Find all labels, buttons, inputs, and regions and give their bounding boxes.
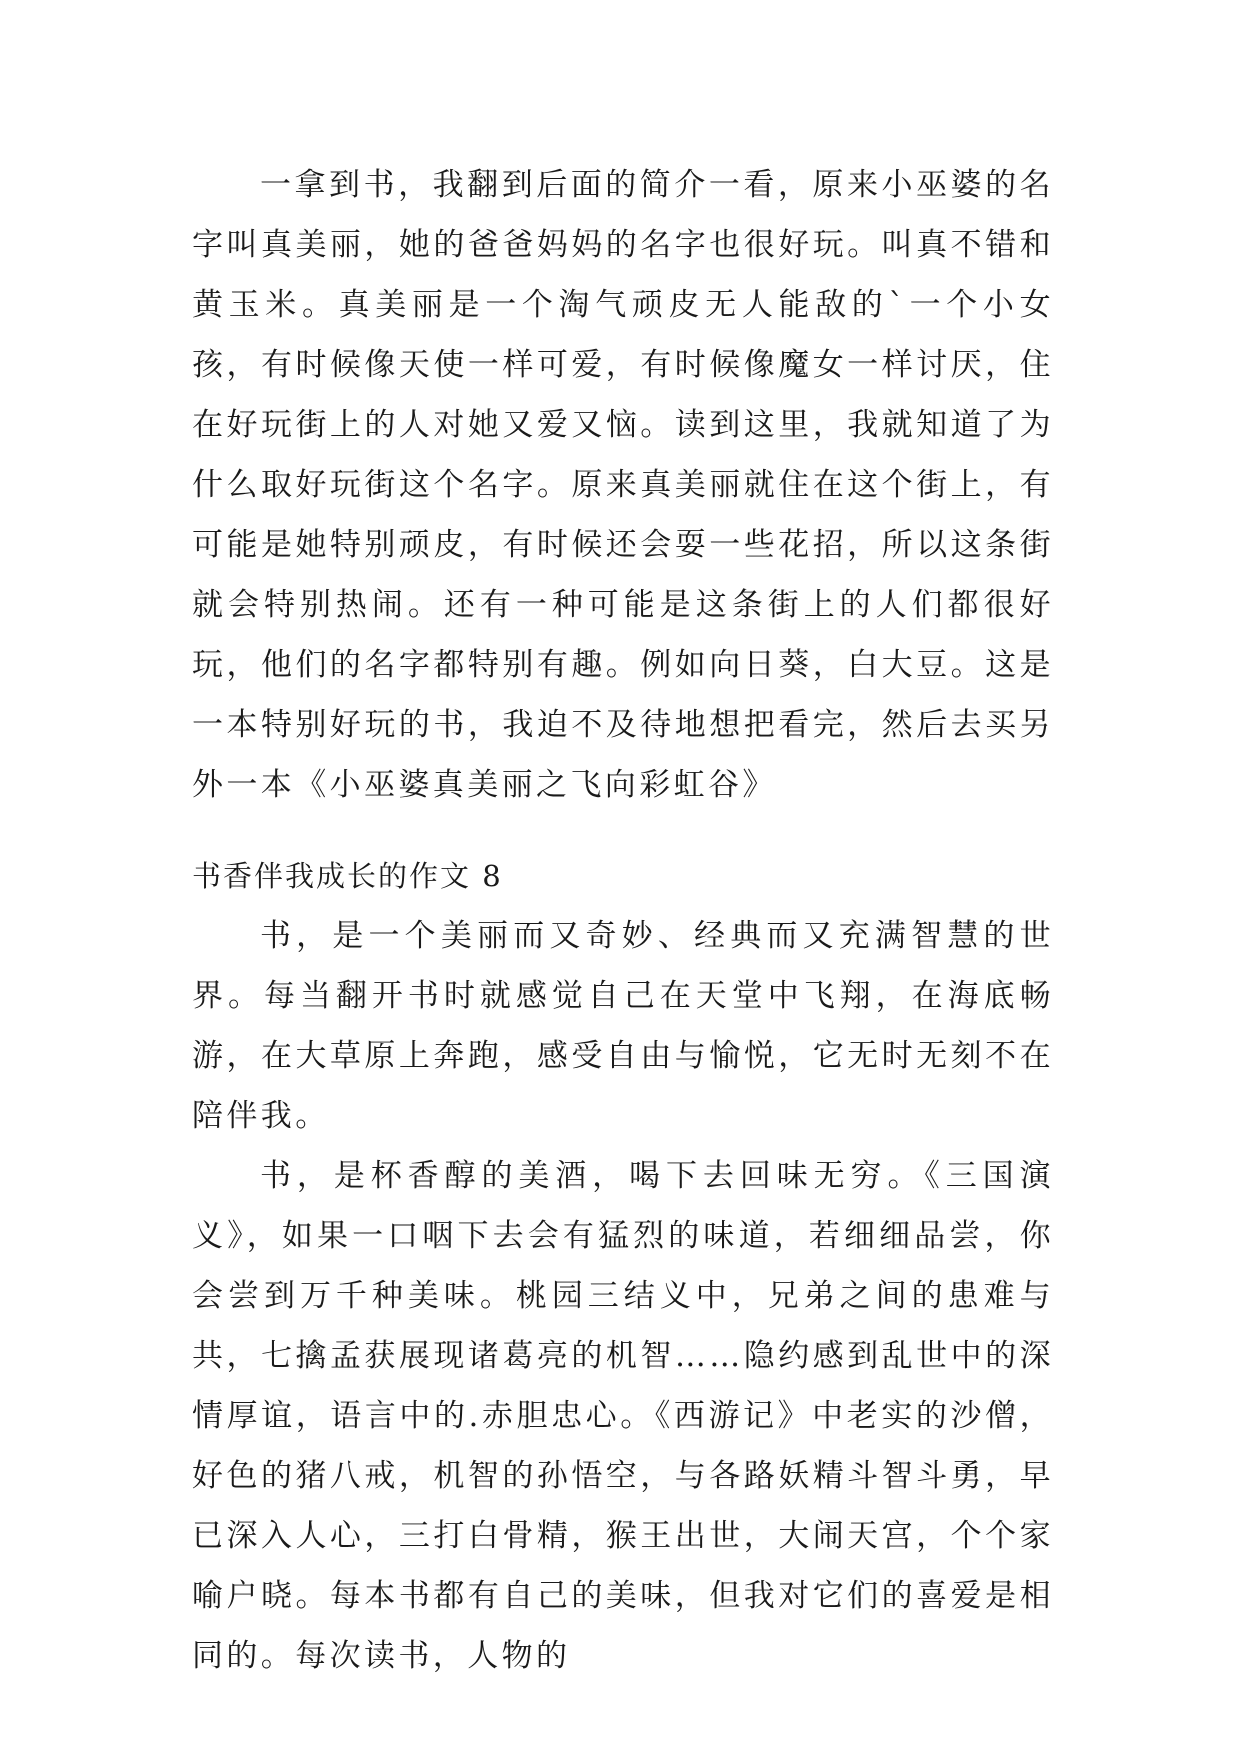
paragraph-book-world: 书，是一个美丽而又奇妙、经典而又充满智慧的世界。每当翻开书时就感觉自己在天堂中飞翔，在海底畅游，在大草原上奔跑，感受自由与愉悦，它无时无刻不在陪伴我。 <box>192 918 1054 1134</box>
paragraph-book-intro: 一拿到书，我翻到后面的简介一看，原来小巫婆的名字叫真美丽，她的爸爸妈妈的名字也很好玩。叫真不错和黄玉米。真美丽是一个淘气顽皮无人能敌的`一个小女孩，有时候像天使一样可爱，有时候像魔女一样讨厌，住在好玩街上的人对她又爱又恼。读到这里，我就知道了为什么取好玩街这个名字。原来真美丽就住在这个街上，有可能是她特别顽皮，有时候还会耍一些花招，所以这条街就会特别热闹。还有一种可能是这条街上的人们都很好玩，他们的名字都特别有趣。例如向日葵，白大豆。这是一本特别好玩的书，我迫不及待地想把看完，然后去买另外一本《小巫婆真美丽之飞向彩虹谷》 <box>192 167 1054 803</box>
text-block-bottom <box>192 906 1054 1686</box>
essay-heading: 书香伴我成长的作文 8 <box>192 859 503 893</box>
paragraph-book-wine: 书，是杯香醇的美酒，喝下去回味无穷。《三国演义》，如果一口咽下去会有猛烈的味道，若细细品尝，你会尝到万千种美味。桃园三结义中，兄弟之间的患难与共，七擒孟获展现诸葛亮的机智……隐约感到乱世中的深情厚谊，语言中的.赤胆忠心。《西游记》中老实的沙僧，好色的猪八戒，机智的孙悟空，与各路妖精斗智斗勇，早已深入人心，三打白骨精，猴王出世，大闹天宫，个个家喻户晓。每本书都有自己的美味，但我对它们的喜爱是相同的。每次读书，人物的 <box>192 1158 1054 1674</box>
text-block-top <box>192 155 1054 815</box>
